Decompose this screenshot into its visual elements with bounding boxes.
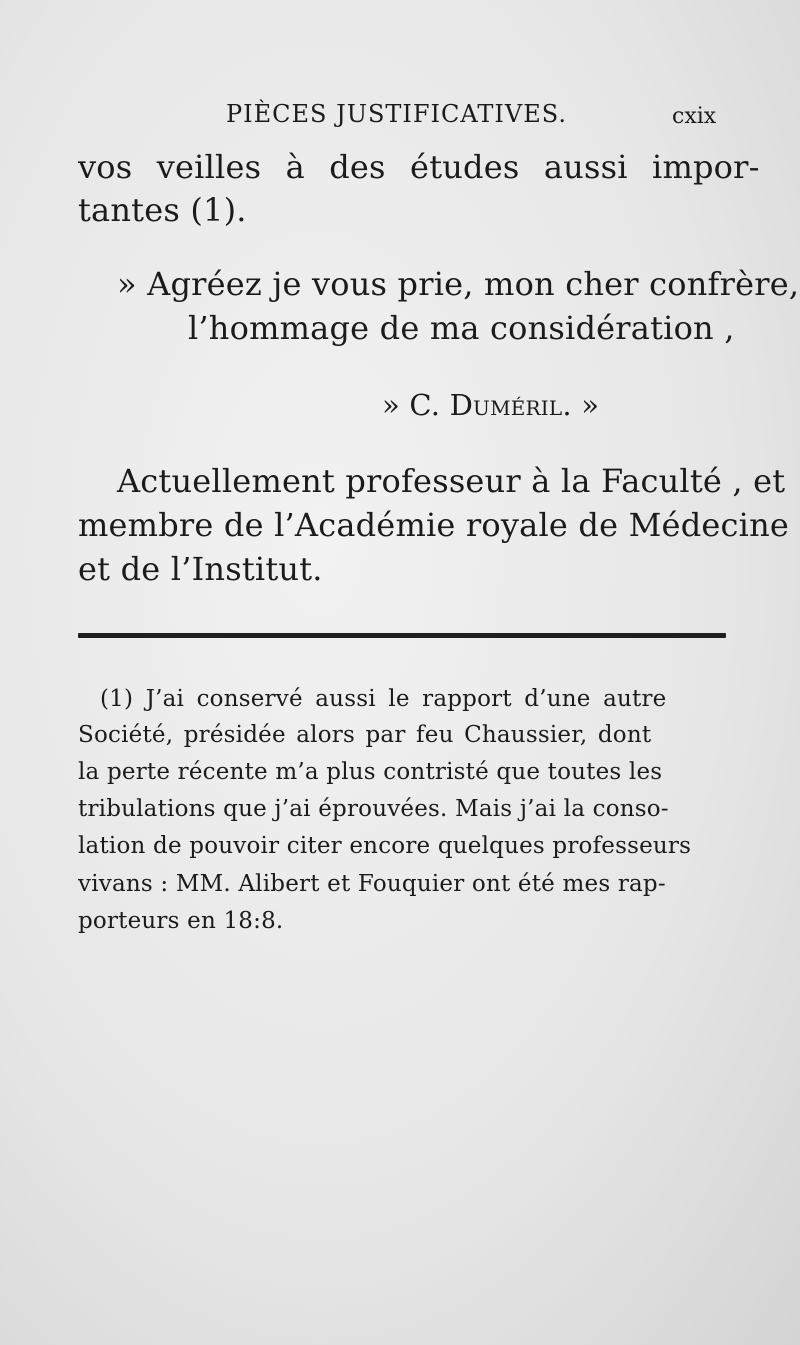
body-line-8: et de l’Institut. <box>78 550 323 588</box>
running-header-title: PIÈCES JUSTIFICATIVES. <box>226 100 567 128</box>
footnote-line-3: la perte récente m’a plus contristé que toutes les <box>78 759 663 785</box>
footnote-line-2: Société, présidée alors par feu Chaussier, dont <box>78 722 652 748</box>
page-number: cxix <box>672 104 717 129</box>
footnote-line-4: tribulations que j’ai éprouvées. Mais j’ai la conso- <box>78 796 669 822</box>
body-line-3: » Agréez je vous prie, mon cher confrère, <box>117 265 800 303</box>
body-line-2: tantes (1). <box>78 191 247 229</box>
body-line-4: l’hommage de ma considération , <box>188 309 735 347</box>
footnote-line-5: lation de pouvoir citer encore quelques professeurs <box>78 833 692 859</box>
signature-prefix: » C. <box>382 388 450 422</box>
body-line-7: membre de l’Académie royale de Médecine <box>78 506 790 544</box>
footnote-line-1: (1) J’ai conservé aussi le rapport d’une autre <box>100 686 667 712</box>
footnote-line-6: vivans : MM. Alibert et Fouquier ont été mes rap- <box>78 871 666 897</box>
signature-suffix: » <box>571 388 600 422</box>
footnote-separator-rule <box>78 633 726 638</box>
signature <box>382 388 599 422</box>
body-line-1: vos veilles à des études aussi impor- <box>78 148 760 186</box>
body-line-6: Actuellement professeur à la Faculté , et <box>117 462 786 500</box>
footnote-line-7: porteurs en 18:8. <box>78 908 284 934</box>
signature-name: Duméril. <box>449 388 572 422</box>
